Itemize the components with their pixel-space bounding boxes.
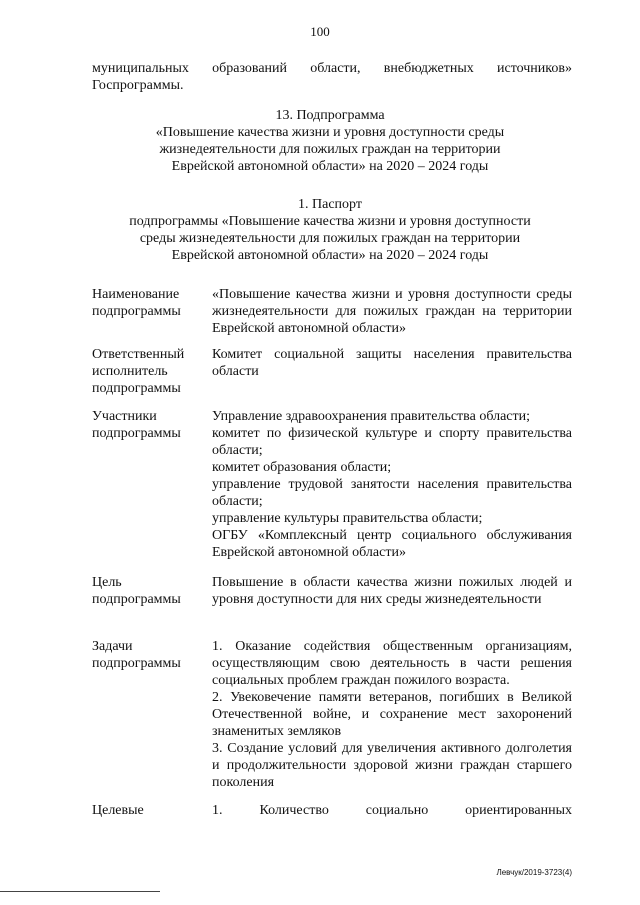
participant-item: комитет по физической культуре и спорту правительства области;	[212, 426, 572, 458]
row-label	[92, 286, 207, 320]
task-item: 2. Увековечение памяти ветеранов, погибших в Великой Отечественной войне, и сохранение мест захоронений знаменитых земляков	[212, 690, 572, 739]
row-label	[92, 346, 207, 397]
page-number: 100	[310, 24, 330, 39]
row-label-line: Наименование	[92, 287, 180, 302]
section-title-line: Еврейской автономной области» на 2020 – 2024 годы	[171, 159, 489, 174]
section-title-line: жизнедеятельности для пожилых граждан на территории	[159, 142, 501, 157]
row-label-line: Ответственный	[92, 347, 185, 362]
bottom-rule	[0, 891, 160, 892]
participant-item: ОГБУ «Комплексный центр социального обслуживания Еврейской автономной области»	[212, 528, 572, 560]
passport-title	[60, 196, 600, 264]
row-label	[92, 638, 207, 672]
continuation-paragraph	[92, 60, 572, 94]
section-title-line: «Повышение качества жизни и уровня доступности среды	[155, 125, 505, 140]
row-value: 1. Количество социально ориентированных	[212, 803, 572, 818]
participant-item: управление культуры правительства области;	[212, 511, 483, 526]
participant-item: комитет образования области;	[212, 460, 392, 475]
row-label-line: подпрограммы	[92, 304, 181, 319]
row-label-line: подпрограммы	[92, 656, 181, 671]
row-label	[92, 408, 207, 442]
task-item: 3. Создание условий для увеличения активного долголетия и продолжительности здоровой жизни граждан старшего поколения	[212, 741, 572, 790]
row-value: Повышение в области качества жизни пожилых людей и уровня доступности для них среды жизнедеятельности	[212, 575, 572, 607]
row-value: «Повышение качества жизни и уровня доступности среды жизнедеятельности для пожилых граждан на территории Еврейской автономной области»	[212, 287, 572, 336]
document-code: Левчук/2019-3723(4)	[496, 868, 572, 877]
row-label-line: Участники	[92, 409, 157, 424]
row-label-line: подпрограммы	[92, 381, 181, 396]
row-value: Комитет социальной защиты населения правительства области	[212, 347, 572, 379]
row-label-line: Целевые	[92, 803, 144, 818]
row-label-line: Цель	[92, 575, 122, 590]
task-item: 1. Оказание содействия общественным организациям, осуществляющим свою деятельность в части решения социальных проблем граждан пожилого возраста.	[212, 639, 572, 688]
passport-title-line: 1. Паспорт	[298, 197, 362, 212]
row-label-line: исполнитель	[92, 364, 168, 379]
row-label-line: подпрограммы	[92, 592, 181, 607]
row-value	[212, 408, 572, 561]
section-title-line: 13. Подпрограмма	[275, 108, 385, 123]
passport-title-line: среды жизнедеятельности для пожилых граждан на территории	[139, 231, 521, 246]
section-title	[60, 107, 600, 175]
row-label	[92, 802, 207, 819]
row-label	[92, 574, 207, 608]
participant-item: управление трудовой занятости населения правительства области;	[212, 477, 572, 509]
continuation-line-2: Госпрограммы.	[92, 78, 184, 93]
row-label-line: подпрограммы	[92, 426, 181, 441]
row-label-line: Задачи	[92, 639, 133, 654]
passport-title-line: подпрограммы «Повышение качества жизни и уровня доступности	[129, 214, 531, 229]
passport-title-line: Еврейской автономной области» на 2020 – 2024 годы	[171, 248, 489, 263]
participant-item: Управление здравоохранения правительства области;	[212, 409, 531, 424]
row-value	[212, 638, 572, 791]
continuation-line-1: муниципальных образований области, внебюджетных источников»	[92, 61, 572, 76]
